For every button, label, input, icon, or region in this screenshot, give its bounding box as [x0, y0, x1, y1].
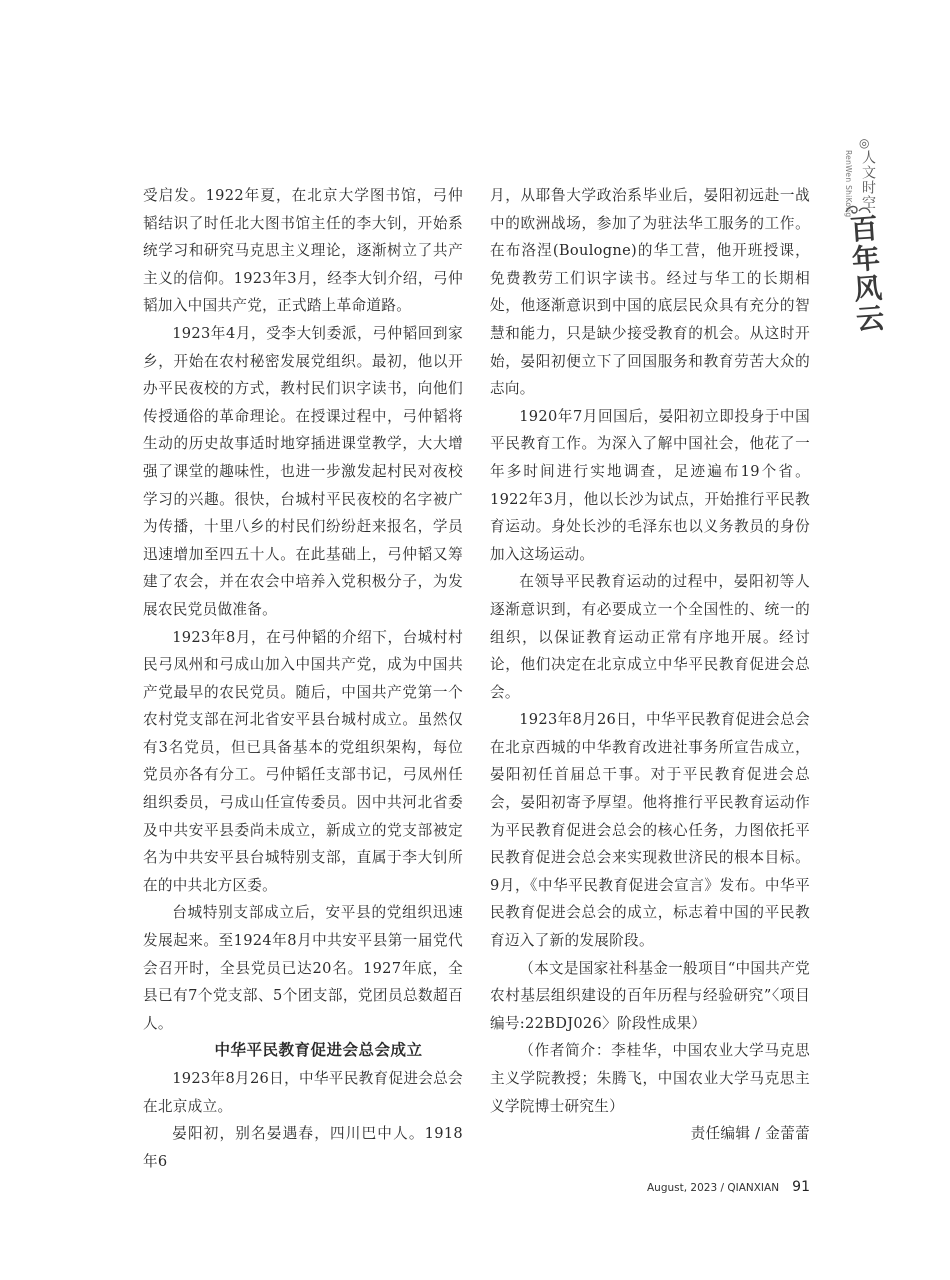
left-paragraph-6: 晏阳初，别名晏遇春，四川巴中人。1918年6	[143, 1125, 463, 1170]
column-title-vertical: 人文时空	[860, 150, 876, 210]
editor-line: 责任编辑 / 金蕾蕾	[690, 1125, 810, 1143]
column-calligraphy-title: 百年风云	[844, 212, 887, 335]
left-text-column	[143, 182, 463, 1175]
section-heading: 中华平民教育促进会总会成立	[214, 1041, 423, 1060]
right-paragraph-1: 月，从耶鲁大学政治系毕业后，晏阳初远赴一战中的欧洲战场，参加了为驻法华工服务的工作。在布洛涅(Boulogne)的华工营，他开班授课，免费教劳工们识字读书。经过与华工的长期相处，他逐渐意识到中国的底层民众具有充分的智慧和能力，只是缺少接受教育的机会。从这时开始，晏阳初便立下了回国服务和教育劳苦大众的志向。	[490, 187, 810, 398]
funding-note: （本文是国家社科基金一般项目“中国共产党农村基层组织建设的百年历程与经验研究”〈项目编号:22BDJ026〉阶段性成果）	[490, 959, 810, 1032]
left-paragraph-3: 1923年8月，在弓仲韬的介绍下，台城村村民弓凤州和弓成山加入中国共产党，成为中国共产党最早的农民党员。随后，中国共产党第一个农村党支部在河北省安平县台城村成立。虽然仅有3名党员，但已具备基本的党组织架构，每位党员亦各有分工。弓仲韬任支部书记，弓凤州任组织委员，弓成山任宣传委员。因中共河北省委及中共安平县委尚未成立，新成立的党支部被定名为中共安平县台城特别支部，直属于李大钊所在的中共北方区委。	[143, 628, 463, 894]
left-paragraph-1: 受启发。1922年夏，在北京大学图书馆，弓仲韬结识了时任北大图书馆主任的李大钊，开始系统学习和研究马克思主义理论，逐渐树立了共产主义的信仰。1923年3月，经李大钊介绍，弓仲韬加入中国共产党，正式踏上革命道路。	[143, 187, 463, 315]
column-title-pinyin: RenWen ShiKong	[844, 150, 853, 218]
left-paragraph-4: 台城特别支部成立后，安平县的党组织迅速发展起来。至1924年8月中共安平县第一届党代会召开时，全县党员已达20名。1927年底，全县已有7个党支部、5个团支部，党团员总数超百人。	[143, 904, 463, 1032]
right-paragraph-3: 在领导平民教育运动的过程中，晏阳初等人逐渐意识到，有必要成立一个全国性的、统一的组织，以保证教育运动正常有序地开展。经讨论，他们决定在北京成立中华平民教育促进会总会。	[490, 573, 810, 701]
author-bio: （作者简介：李桂华，中国农业大学马克思主义学院教授；朱腾飞，中国农业大学马克思主义学院博士研究生）	[490, 1042, 810, 1115]
right-paragraph-4: 1923年8月26日，中华平民教育促进会总会在北京西城的中华教育改进社事务所宣告成立，晏阳初任首届总干事。对于平民教育促进会总会，晏阳初寄予厚望。他将推行平民教育运动作为平民教育促进会总会的核心任务，力图依托平民教育促进会总会来实现救世济民的根本目标。9月，《中华平民教育促进会宣言》发布。中华平民教育促进会总会的成立，标志着中国的平民教育迈入了新的发展阶段。	[490, 711, 810, 950]
column-circle-mark: ◎	[859, 136, 870, 150]
left-paragraph-5: 1923年8月26日，中华平民教育促进会总会在北京成立。	[143, 1070, 463, 1115]
right-paragraph-2: 1920年7月回国后，晏阳初立即投身于中国平民教育工作。为深入了解中国社会，他花了一年多时间进行实地调查，足迹遍布19个省。1922年3月，他以长沙为试点，开始推行平民教育运动。身处长沙的毛泽东也以义务教员的身份加入这场运动。	[490, 407, 810, 563]
page-number: 91	[792, 1179, 810, 1195]
footer-issue-text: August, 2023 / QIANXIAN	[646, 1182, 780, 1194]
left-paragraph-2: 1923年4月，受李大钊委派，弓仲韬回到家乡，开始在农村秘密发展党组织。最初，他以开办平民夜校的方式，教村民们识字读书，向他们传授通俗的革命理论。在授课过程中，弓仲韬将生动的历史故事适时地穿插进课堂教学，大大增强了课堂的趣味性，也进一步激发起村民对夜校学习的兴趣。很快，台城村平民夜校的名字被广为传播，十里八乡的村民们纷纷赶来报名，学员迅速增加至四五十人。在此基础上，弓仲韬又筹建了农会，并在农会中培养入党积极分子，为发展农民党员做准备。	[143, 324, 463, 618]
page-footer	[600, 1176, 810, 1195]
right-text-column	[490, 182, 810, 1148]
